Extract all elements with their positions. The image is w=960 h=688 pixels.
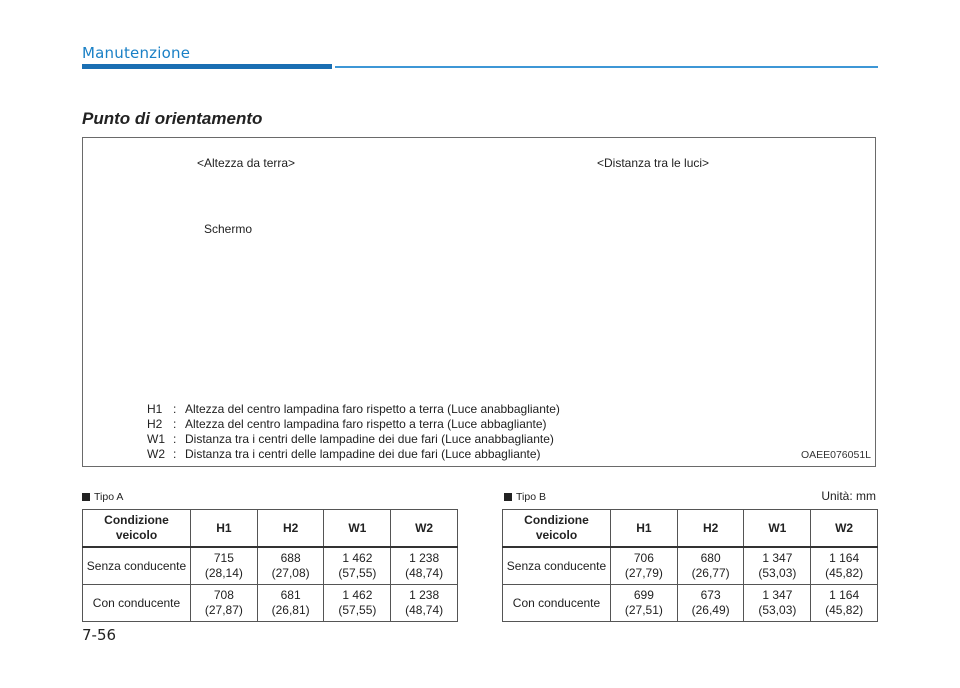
column-header-h1: H1 <box>190 510 257 548</box>
value-in: (53,03) <box>758 603 797 617</box>
value-in: (27,87) <box>204 603 243 617</box>
value-cell <box>391 585 458 622</box>
value-mm: 688 <box>280 551 301 565</box>
label-distance-between-lights: <Distanza tra le luci> <box>597 156 710 170</box>
table-header-row <box>83 510 458 548</box>
legend-separator: : <box>173 402 177 416</box>
type-a-text: Tipo A <box>94 491 124 503</box>
table-row <box>83 547 458 585</box>
value-in: (45,82) <box>825 603 864 617</box>
label-height-from-ground: <Altezza da terra> <box>197 156 296 170</box>
value-in: (48,74) <box>405 566 444 580</box>
legend-separator: : <box>173 417 177 431</box>
value-mm: 1 462 <box>342 551 373 565</box>
value-mm: 1 462 <box>342 588 373 602</box>
table-row <box>83 585 458 622</box>
value-in: (27,79) <box>624 566 663 580</box>
column-header-h2: H2 <box>257 510 324 548</box>
type-b-label <box>504 491 546 503</box>
value-in: (57,55) <box>338 603 377 617</box>
value-cell <box>190 547 257 585</box>
legend-text: Altezza del centro lampadina faro rispetto a terra (Luce abbagliante) <box>185 417 547 431</box>
value-in: (48,74) <box>405 603 444 617</box>
bullet-square-icon <box>504 493 512 501</box>
page-number: 7-56 <box>82 626 117 644</box>
value-mm: 1 347 <box>762 551 793 565</box>
value-in: (27,08) <box>271 566 310 580</box>
legend-text: Altezza del centro lampadina faro rispetto a terra (Luce anabbagliante) <box>185 402 560 416</box>
table-type-b <box>502 509 878 622</box>
legend-key: H2 <box>147 417 163 431</box>
column-header-w1: W1 <box>744 510 811 548</box>
value-in: (27,51) <box>624 603 663 617</box>
value-cell <box>190 585 257 622</box>
column-header-w2: W2 <box>811 510 878 548</box>
value-cell <box>811 547 878 585</box>
type-b-text: Tipo B <box>516 491 546 503</box>
value-mm: 699 <box>633 588 654 602</box>
value-mm: 673 <box>700 588 721 602</box>
legend-line <box>147 417 560 432</box>
unit-label: Unità: mm <box>821 489 876 503</box>
legend-line <box>147 402 560 417</box>
value-mm: 708 <box>213 588 234 602</box>
value-cell <box>677 585 744 622</box>
bullet-square-icon <box>82 493 90 501</box>
value-mm: 706 <box>633 551 654 565</box>
value-in: (53,03) <box>758 566 797 580</box>
value-cell <box>610 547 677 585</box>
legend-key: W2 <box>147 447 165 461</box>
page-heading: Punto di orientamento <box>82 109 263 128</box>
value-cell <box>610 585 677 622</box>
value-cell <box>257 585 324 622</box>
legend-line <box>147 432 560 447</box>
column-header-h1: H1 <box>610 510 677 548</box>
condition-cell: Senza conducente <box>83 547 191 585</box>
value-cell <box>324 585 391 622</box>
value-in: (26,49) <box>691 603 730 617</box>
column-header-condition: Condizione veicolo <box>503 510 611 548</box>
legend-key: W1 <box>147 432 165 446</box>
value-in: (45,82) <box>825 566 864 580</box>
legend-separator: : <box>173 432 177 446</box>
value-mm: 680 <box>700 551 721 565</box>
condition-cell: Con conducente <box>503 585 611 622</box>
aiming-figure <box>82 137 876 467</box>
figure-legend <box>147 402 560 462</box>
value-mm: 681 <box>280 588 301 602</box>
value-mm: 1 164 <box>829 551 860 565</box>
condition-cell: Con conducente <box>83 585 191 622</box>
value-in: (26,77) <box>691 566 730 580</box>
column-header-w2: W2 <box>391 510 458 548</box>
value-cell <box>744 585 811 622</box>
value-mm: 715 <box>213 551 234 565</box>
value-cell <box>391 547 458 585</box>
column-header-w1: W1 <box>324 510 391 548</box>
value-mm: 1 238 <box>409 588 440 602</box>
legend-key: H1 <box>147 402 163 416</box>
table-row <box>503 547 878 585</box>
section-title: Manutenzione <box>82 44 191 62</box>
value-cell <box>744 547 811 585</box>
label-screen: Schermo <box>204 222 253 236</box>
legend-text: Distanza tra i centri delle lampadine dei due fari (Luce abbagliante) <box>185 447 541 461</box>
value-mm: 1 164 <box>829 588 860 602</box>
column-header-h2: H2 <box>677 510 744 548</box>
column-header-condition: Condizione veicolo <box>83 510 191 548</box>
table-row <box>503 585 878 622</box>
legend-separator: : <box>173 447 177 461</box>
value-cell <box>677 547 744 585</box>
value-cell <box>324 547 391 585</box>
value-in: (26,81) <box>271 603 310 617</box>
condition-cell: Senza conducente <box>503 547 611 585</box>
value-in: (28,14) <box>204 566 243 580</box>
value-cell <box>811 585 878 622</box>
value-cell <box>257 547 324 585</box>
value-in: (57,55) <box>338 566 377 580</box>
figure-code: OAEE076051L <box>800 449 871 461</box>
value-mm: 1 238 <box>409 551 440 565</box>
table-header-row <box>503 510 878 548</box>
value-mm: 1 347 <box>762 588 793 602</box>
header-rule-dark <box>82 64 332 69</box>
legend-text: Distanza tra i centri delle lampadine dei due fari (Luce anabbagliante) <box>185 432 554 446</box>
type-a-label <box>82 491 123 503</box>
header-rule-light <box>335 66 878 68</box>
legend-line <box>147 447 560 462</box>
table-type-a <box>82 509 458 622</box>
